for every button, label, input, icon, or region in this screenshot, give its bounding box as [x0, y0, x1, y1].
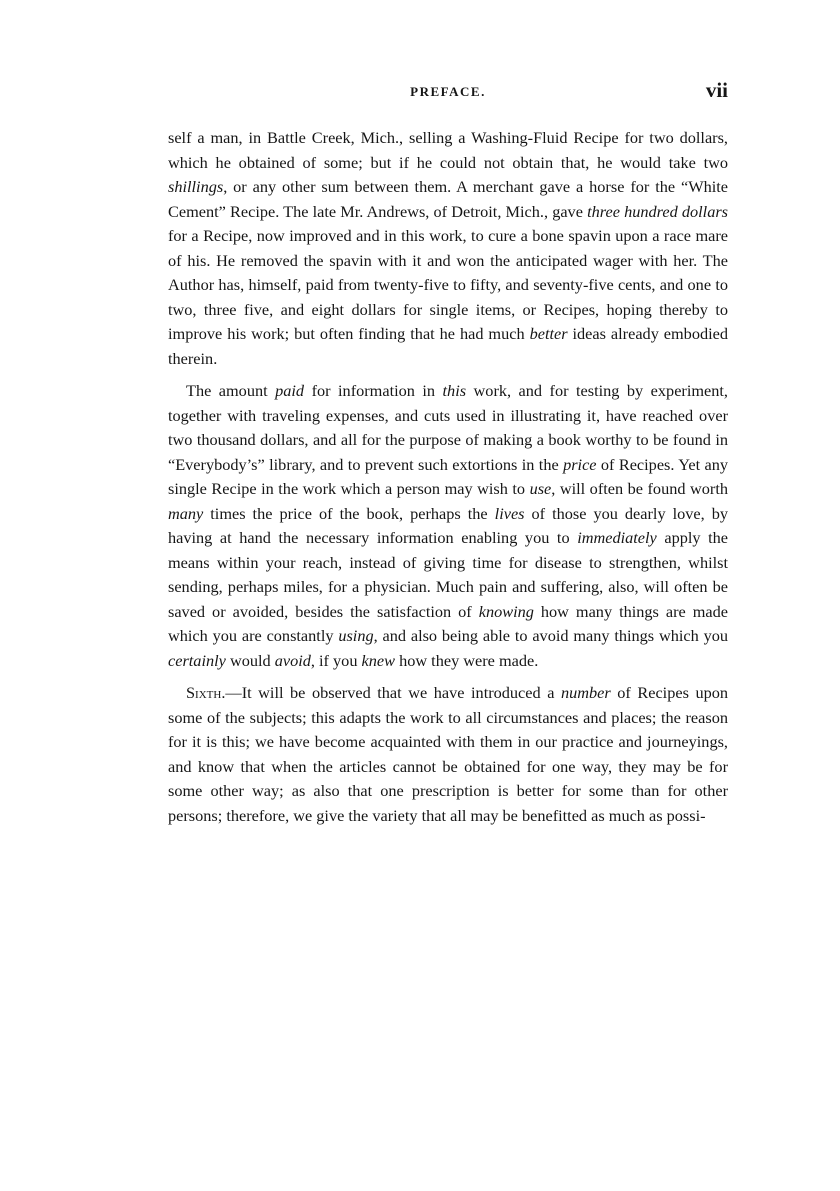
italic-text: use	[529, 479, 552, 498]
italic-text: avoid	[274, 650, 311, 670]
text-run: —It will be observed that we have introduced a	[225, 683, 561, 702]
italic-text: this	[442, 381, 467, 400]
text-run: of Recipes. Yet any single Recipe in the work which a person may wish to	[168, 454, 728, 498]
running-title: PREFACE.	[410, 84, 486, 99]
text-run: for a Recipe, now improved and in this work, to cure a bone spavin upon a race mare of his. He removed the spavin with it and won the anticipated wager with her. The Author has, himself, paid from twenty-five to fifty, and seventy-five cents, and one to two, three five, and eight dollars for single items, or Recipes, hoping thereby to improve his work; but often finding that he had much	[168, 226, 728, 343]
paragraph-sixth	[168, 681, 728, 828]
text-run: apply the means within your reach, instead of giving time for disease to strengthen, whilst sending, perhaps miles, for a physician. Much pain and suffering, also, will often be saved or avoided, besides the satisfaction of	[168, 528, 729, 621]
text-run: times the price of the book, perhaps the	[203, 503, 495, 523]
italic-text: immediately	[577, 528, 657, 547]
italic-text: lives	[494, 503, 525, 523]
paragraph-amount-paid	[168, 379, 728, 673]
paragraph-recipe-purchases	[168, 126, 728, 371]
italic-text: using	[338, 626, 374, 645]
italic-text: paid	[275, 381, 305, 400]
text-run: of Recipes upon some of the subjects; this adapts the work to all circumstances and places; the reason for it is this; we have become acquainted with them in our practice and journeyings, and know that when the articles cannot be obtained for one way, they may be for some other way; as also that one prescription is better for some than for other persons; therefore, we give the variety that all may be benefitted as much as possi-	[168, 683, 729, 825]
italic-text: price	[563, 454, 597, 474]
italic-text: knew	[361, 650, 395, 670]
text-run: self a man, in Battle Creek, Mich., selling a Washing-Fluid Recipe for two dollars, which he obtained of some; but if he could not obtain that, he would take two	[168, 128, 728, 172]
italic-text: better	[529, 324, 568, 343]
text-run: , if you	[310, 650, 362, 670]
text-run: The amount	[186, 381, 276, 400]
italic-text: certainly	[168, 650, 226, 670]
body-text	[168, 126, 728, 828]
text-run: , and also being able to avoid many things which you	[373, 626, 728, 645]
text-run: work, and for testing by experiment, together with traveling expenses, and cuts used in illustrating it, have reached over two thousand dollars, and all for the purpose of making a book worthy to be found in “Everybody’s” library, and to prevent such extortions in the	[168, 381, 728, 474]
italic-text: shillings	[168, 177, 224, 196]
italic-text: number	[560, 683, 611, 702]
text-run: ideas already embodied therein.	[168, 324, 728, 368]
section-label: Sixth.	[186, 683, 226, 702]
text-run: , or any other sum between them. A merchant gave a horse for the “White Cement” Recipe. The late Mr. Andrews, of Detroit, Mich., gave	[168, 177, 728, 221]
text-run: for information in	[304, 381, 443, 400]
italic-text: many	[168, 503, 204, 523]
running-head	[168, 78, 728, 104]
italic-text: knowing	[478, 601, 534, 621]
text-run: of those you dearly love, by having at hand the necessary information enabling you to	[168, 503, 728, 547]
text-run: would	[225, 650, 275, 670]
text-run: , will often be found worth	[551, 479, 728, 498]
text-run: how many things are made which you are constantly	[168, 601, 728, 645]
italic-text: three hundred dollars	[587, 201, 729, 221]
page-number: vii	[705, 78, 728, 102]
text-run: how they were made.	[395, 650, 539, 670]
